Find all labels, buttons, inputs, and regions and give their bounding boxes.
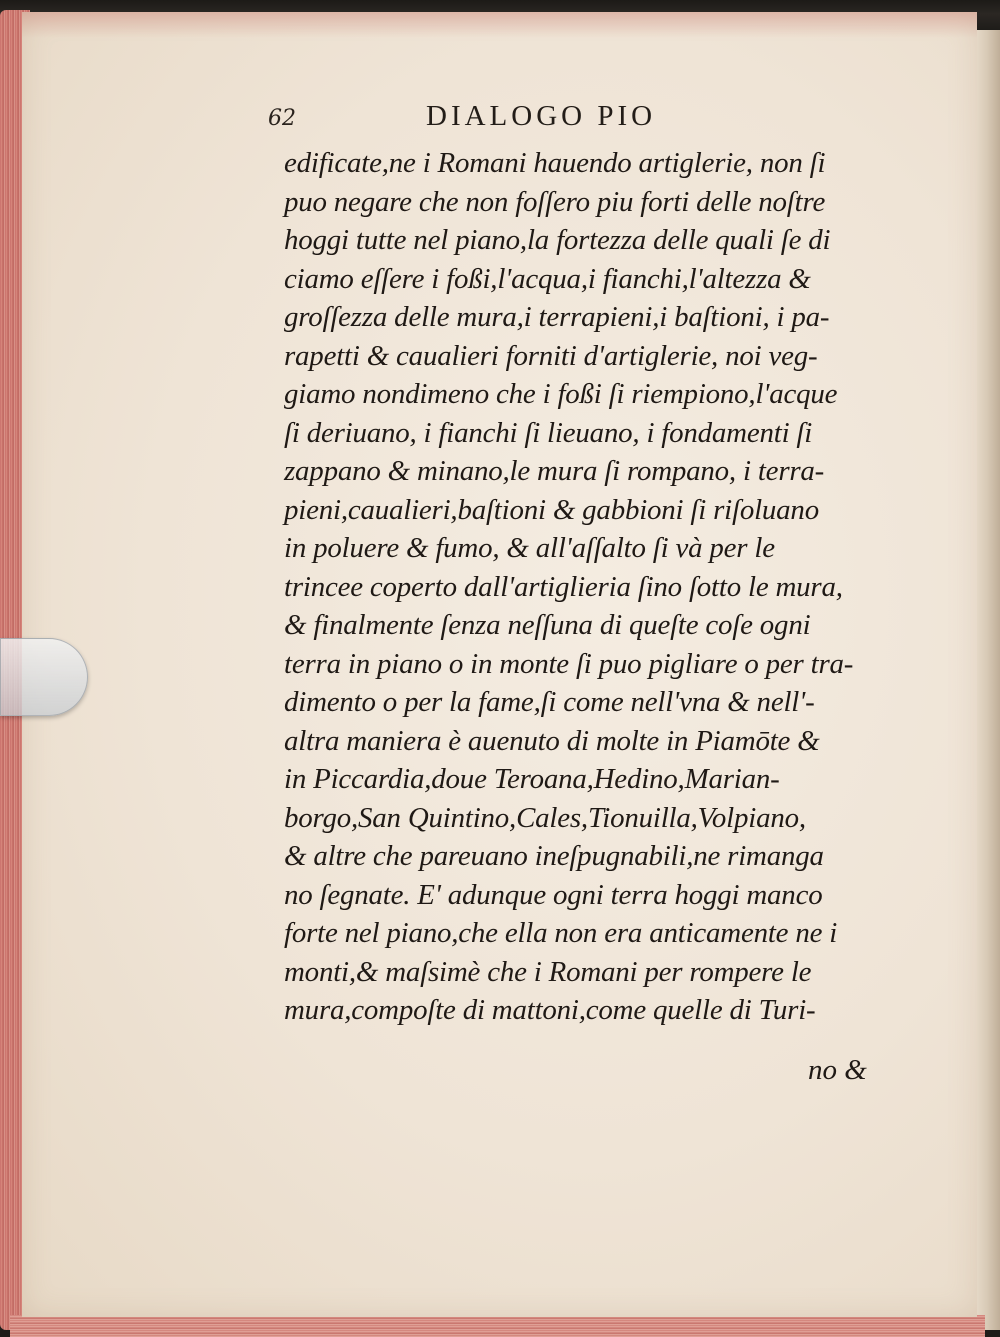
body-text	[284, 144, 894, 1030]
page-number: 62	[268, 106, 296, 131]
text-line: terra in piano o in monte ſi puo pigliare o per tra-	[284, 647, 854, 680]
page-edges-right	[974, 30, 1000, 1330]
page-clip	[0, 638, 88, 716]
text-line: dimento o per la fame,ſi come nell'vna & nell'-	[284, 686, 815, 718]
text-line: in Piccardia,doue Teroana,Hedino,Marian-	[284, 763, 780, 795]
text-line: & finalmente ſenza neſſuna di queſte coſe ogni	[284, 609, 811, 641]
text-line: borgo,San Quintino,Cales,Tionuilla,Volpiano,	[284, 801, 806, 834]
catchword: no &	[808, 1054, 867, 1086]
text-line: in poluere & fumo, & all'aſſalto ſi và per le	[284, 532, 775, 564]
text-line: puo negare che non foſſero piu forti delle noſtre	[284, 185, 826, 218]
text-line: & altre che pareuano ineſpugnabili,ne rimanga	[284, 840, 824, 872]
text-line: forte nel piano,che ella non era anticamente ne i	[284, 917, 838, 949]
text-line: giamo nondimeno che i foßi ſi riempiono,l'acque	[284, 378, 838, 410]
text-line: trincee coperto dall'artiglieria ſino ſotto le mura,	[284, 570, 843, 603]
text-line: mura,compoſte di mattoni,come quelle di Turi-	[284, 994, 816, 1026]
text-line: monti,& maſsimè che i Romani per rompere le	[284, 955, 812, 988]
text-line: no ſegnate. E' adunque ogni terra hoggi manco	[284, 878, 823, 911]
text-line: edificate,ne i Romani hauendo artiglerie, non ſi	[284, 147, 826, 179]
text-line: altra maniera è auenuto di molte in Piamōte &	[284, 724, 820, 757]
text-line: ciamo eſſere i foßi,l'acqua,i fianchi,l'altezza &	[284, 262, 811, 295]
text-line: ſi deriuano, i fianchi ſi lieuano, i fondamenti ſi	[284, 416, 813, 449]
running-head: DIALOGO PIO	[426, 100, 657, 132]
page-edges-bottom	[10, 1315, 985, 1337]
text-line: zappano & minano,le mura ſi rompano, i terra-	[284, 455, 825, 487]
text-line: groſſezza delle mura,i terrapieni,i baſtioni, i pa-	[284, 301, 830, 333]
text-line: rapetti & caualieri forniti d'artiglerie, noi veg-	[284, 339, 818, 372]
text-line: pieni,caualieri,baſtioni & gabbioni ſi riſoluano	[284, 493, 819, 526]
text-line: hoggi tutte nel piano,la fortezza delle quali ſe di	[284, 224, 831, 256]
page-header	[268, 100, 708, 140]
